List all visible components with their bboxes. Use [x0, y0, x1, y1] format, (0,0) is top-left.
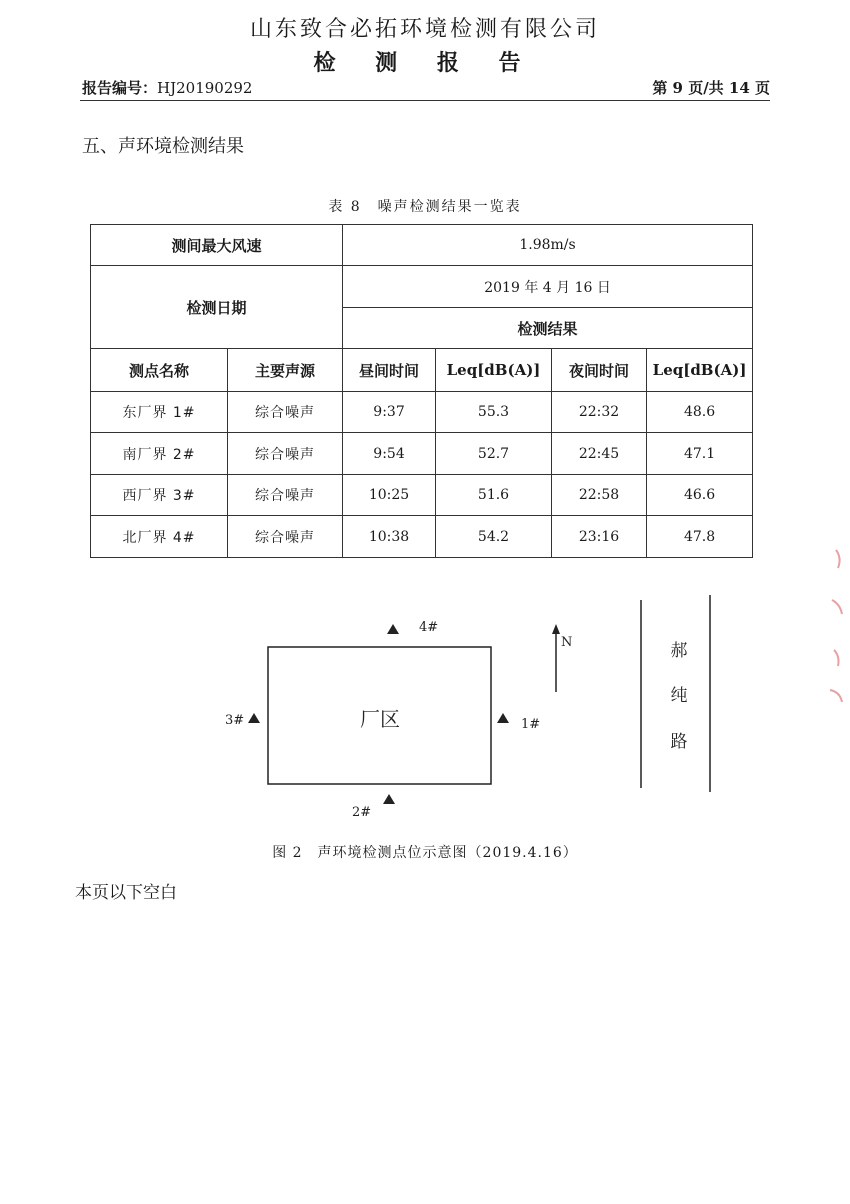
noise-results-table	[90, 224, 753, 558]
blank-page-note: 本页以下空白	[75, 883, 177, 903]
column-header: 夜间时间	[552, 349, 647, 392]
point-1-label: 1#	[521, 717, 541, 732]
table-cell: 22:32	[552, 392, 647, 433]
date-row	[91, 266, 753, 308]
road-label-char: 路	[670, 732, 688, 752]
table-cell: 综合噪声	[228, 392, 343, 433]
table-cell: 54.2	[436, 516, 552, 558]
table-row	[91, 392, 753, 433]
table-cell: 52.7	[436, 433, 552, 475]
wind-label: 测间最大风速	[91, 225, 343, 266]
table-row	[91, 433, 753, 475]
date-label: 检测日期	[91, 266, 343, 349]
table-cell: 46.6	[647, 475, 753, 516]
monitoring-point-diagram	[0, 590, 850, 830]
column-header: 主要声源	[228, 349, 343, 392]
report-number	[82, 77, 252, 98]
stamp-edge-marks	[818, 540, 848, 720]
report-number-value: HJ20190292	[157, 79, 253, 97]
column-header: Leq[dB(A)]	[436, 349, 552, 392]
report-number-label: 报告编号：	[82, 79, 158, 97]
page-indicator: 第 9 页/共 14 页	[652, 79, 770, 97]
table-cell: 9:37	[343, 392, 436, 433]
wind-row	[91, 225, 753, 266]
point-4-label: 4#	[419, 620, 439, 635]
point-2-marker	[383, 794, 395, 804]
table-cell: 综合噪声	[228, 516, 343, 558]
table-cell: 东厂界 1#	[91, 392, 228, 433]
table-cell: 10:38	[343, 516, 436, 558]
table-cell: 综合噪声	[228, 475, 343, 516]
table-cell: 9:54	[343, 433, 436, 475]
table-cell: 南厂界 2#	[91, 433, 228, 475]
plant-label: 厂区	[360, 707, 400, 731]
table-cell: 48.6	[647, 392, 753, 433]
table-cell: 51.6	[436, 475, 552, 516]
column-header-row	[91, 349, 753, 392]
figure-caption: 图 2 声环境检测点位示意图（2019.4.16）	[272, 845, 578, 861]
road-label-char: 郝	[670, 641, 688, 661]
results-label: 检测结果	[343, 308, 753, 349]
road-label-char: 纯	[670, 686, 688, 706]
table-cell: 综合噪声	[228, 433, 343, 475]
table-cell: 10:25	[343, 475, 436, 516]
table-cell: 北厂界 4#	[91, 516, 228, 558]
column-header: Leq[dB(A)]	[647, 349, 753, 392]
column-header: 测点名称	[91, 349, 228, 392]
report-title: 检 测 报 告	[313, 51, 537, 76]
point-1-marker	[497, 713, 509, 723]
table-cell: 西厂界 3#	[91, 475, 228, 516]
column-header: 昼间时间	[343, 349, 436, 392]
table-cell: 22:58	[552, 475, 647, 516]
table-cell: 47.1	[647, 433, 753, 475]
table-row	[91, 516, 753, 558]
table-cell: 23:16	[552, 516, 647, 558]
table-caption: 表 8 噪声检测结果一览表	[328, 199, 522, 215]
wind-value: 1.98m/s	[343, 225, 753, 266]
header-divider	[80, 100, 770, 101]
section-title: 五、声环境检测结果	[82, 136, 244, 157]
north-label: N	[561, 635, 573, 650]
north-arrowhead-icon	[552, 624, 560, 634]
table-cell: 22:45	[552, 433, 647, 475]
point-2-label: 2#	[352, 805, 372, 820]
table-row	[91, 475, 753, 516]
company-name: 山东致合必拓环境检测有限公司	[249, 17, 600, 42]
date-value: 2019 年 4 月 16 日	[343, 266, 753, 308]
point-4-marker	[387, 624, 399, 634]
table-cell: 55.3	[436, 392, 552, 433]
point-3-label: 3#	[225, 713, 245, 728]
table-cell: 47.8	[647, 516, 753, 558]
point-3-marker	[248, 713, 260, 723]
